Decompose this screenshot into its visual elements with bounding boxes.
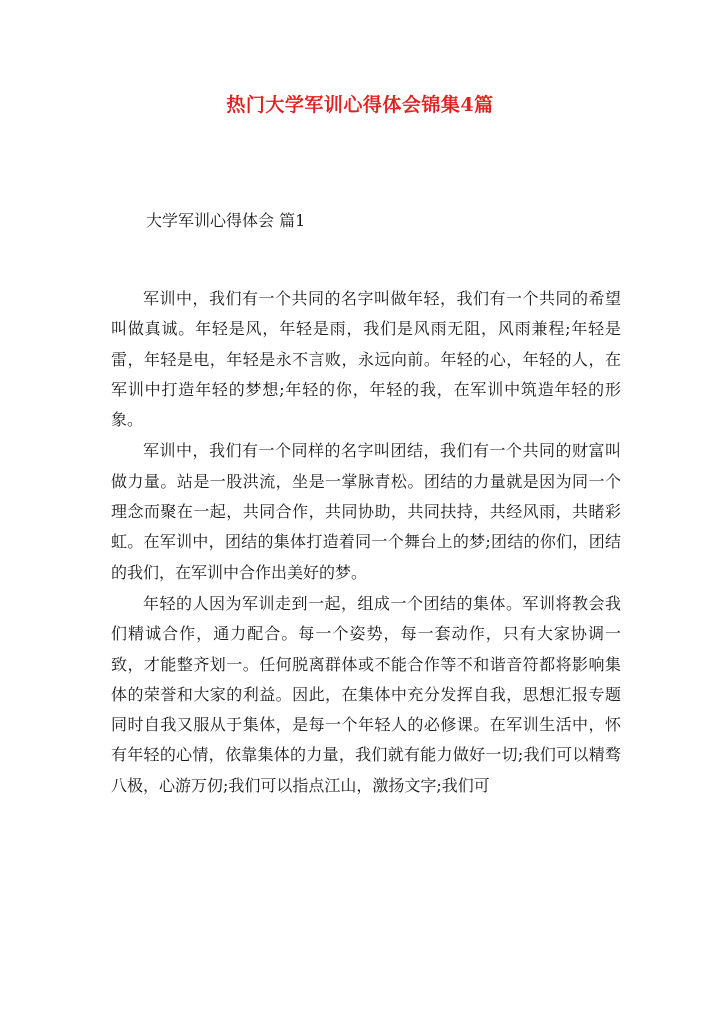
paragraph-2: 军训中，我们有一个同样的名字叫团结，我们有一个共同的财富叫做力量。站是一股洪流，坐是一掌脉青松。团结的力量就是因为同一个理念而聚在一起，共同合作，共同协助，共同扶持，共经风雨，共睹彩虹。在军训中，团结的集体打造着同一个舞台上的梦;团结的你们，团结的我们，在军训中合作出美好的梦。 bbox=[111, 441, 621, 582]
section-heading: 大学军训心得体会 篇1 bbox=[146, 211, 306, 230]
paragraph-1: 军训中，我们有一个共同的名字叫做年轻，我们有一个共同的希望叫做真诚。年轻是风，年轻是雨，我们是风雨无阻，风雨兼程;年轻是雷，年轻是电，年轻是永不言败，永远向前。年轻的心，年轻的人，在军训中打造年轻的梦想;年轻的你，年轻的我，在军训中筑造年轻的形象。 bbox=[111, 289, 621, 430]
document-title: 热门大学军训心得体会锦集4篇 bbox=[226, 94, 494, 116]
paragraph-3: 年轻的人因为军训走到一起，组成一个团结的集体。军训将教会我们精诚合作，通力配合。每一个姿势，每一套动作，只有大家协调一致，才能整齐划一。任何脱离群体或不能合作等不和谐音符都将影响集体的荣誉和大家的利益。因此，在集体中充分发挥自我，思想汇报专题同时自我又服从于集体，是每一个年轻人的必修课。在军训生活中，怀有年轻的心情，依靠集体的力量，我们就有能力做好一切;我们可以精骛八极，心游万仞;我们可以指点江山，激扬文字;我们可 bbox=[111, 593, 621, 795]
document-body bbox=[111, 284, 621, 801]
